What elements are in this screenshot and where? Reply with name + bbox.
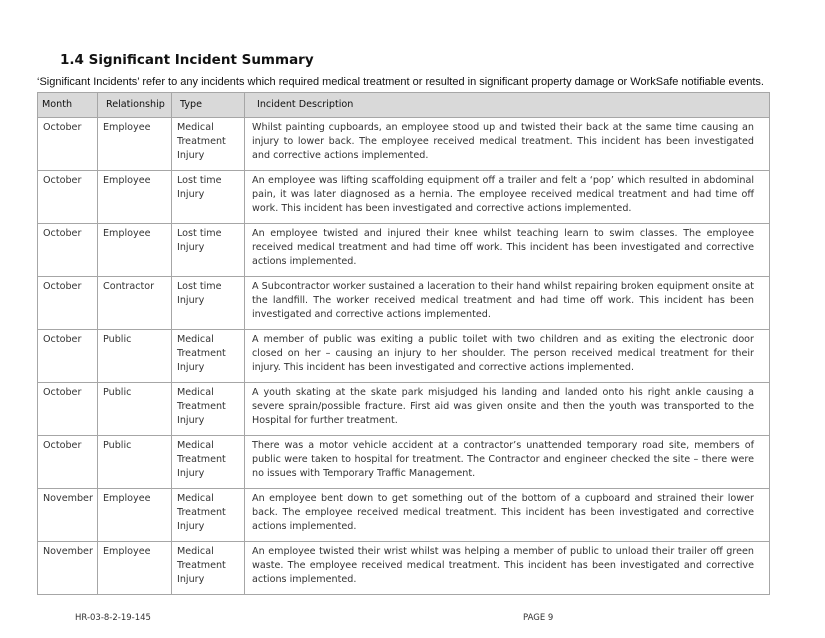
cell-month: October [38, 436, 98, 489]
header-month: Month [38, 93, 98, 118]
cell-type: Medical Treatment Injury [172, 489, 245, 542]
table-row [38, 330, 770, 383]
page-title: 1.4 Significant Incident Summary [60, 52, 314, 68]
cell-type: Medical Treatment Injury [172, 118, 245, 171]
cell-month: November [38, 542, 98, 595]
cell-month: October [38, 118, 98, 171]
cell-relationship: Public [98, 436, 172, 489]
cell-description: An employee twisted their wrist whilst was helping a member of public to unload their trailer off green waste. The employee received medical treatment. This incident has been investigated and corrective actions implemented. [245, 542, 770, 595]
table-header-row [38, 93, 770, 118]
cell-relationship: Employee [98, 542, 172, 595]
cell-month: October [38, 330, 98, 383]
cell-type: Lost time Injury [172, 277, 245, 330]
cell-type: Lost time Injury [172, 171, 245, 224]
cell-relationship: Public [98, 383, 172, 436]
cell-relationship: Employee [98, 171, 172, 224]
cell-type: Lost time Injury [172, 224, 245, 277]
header-description: Incident Description [245, 93, 770, 118]
cell-type: Medical Treatment Injury [172, 436, 245, 489]
table-row [38, 277, 770, 330]
cell-relationship: Employee [98, 489, 172, 542]
table-row [38, 171, 770, 224]
cell-relationship: Employee [98, 118, 172, 171]
cell-description: An employee bent down to get something out of the bottom of a cupboard and strained their lower back. The employee received medical treatment. This incident has been investigated and corrective actions implemented. [245, 489, 770, 542]
table-row [38, 542, 770, 595]
cell-relationship: Public [98, 330, 172, 383]
cell-month: October [38, 383, 98, 436]
table-row [38, 436, 770, 489]
cell-type: Medical Treatment Injury [172, 542, 245, 595]
cell-description: A member of public was exiting a public toilet with two children and as exiting the electronic door closed on her – causing an injury to her shoulder. The person received medical treatment for their injury. This incident has been investigated and corrective actions implemented. [245, 330, 770, 383]
incident-table [37, 92, 770, 595]
cell-description: An employee twisted and injured their knee whilst teaching learn to swim classes. The employee received medical treatment and had time off work. This incident has been investigated and corrective actions implemented. [245, 224, 770, 277]
header-relationship: Relationship [98, 93, 172, 118]
footer-doc-ref: HR-03-8-2-19-145 [75, 613, 151, 623]
table-row [38, 489, 770, 542]
cell-month: October [38, 224, 98, 277]
intro-text: ‘Significant Incidents’ refer to any incidents which required medical treatment or resulted in significant property damage or WorkSafe notifiable events. [37, 76, 764, 88]
cell-description: A Subcontractor worker sustained a laceration to their hand whilst repairing broken equipment onsite at the landfill. The worker received medical treatment and had time off work. This incident has been investigated and corrective actions implemented. [245, 277, 770, 330]
table-row [38, 118, 770, 171]
cell-relationship: Employee [98, 224, 172, 277]
cell-month: October [38, 171, 98, 224]
cell-month: October [38, 277, 98, 330]
header-type: Type [172, 93, 245, 118]
cell-description: There was a motor vehicle accident at a contractor’s unattended temporary road site, members of public were taken to hospital for treatment. The Contractor and engineer checked the site – there were no issues with Temporary Traffic Management. [245, 436, 770, 489]
cell-relationship: Contractor [98, 277, 172, 330]
cell-description: Whilst painting cupboards, an employee stood up and twisted their back at the same time causing an injury to lower back. The employee received medical treatment. This incident has been investigated and corrective actions implemented. [245, 118, 770, 171]
footer-page-number: PAGE 9 [523, 613, 554, 623]
cell-type: Medical Treatment Injury [172, 383, 245, 436]
cell-description: An employee was lifting scaffolding equipment off a trailer and felt a ‘pop’ which resulted in abdominal pain, it was later diagnosed as a hernia. The employee received medical treatment and had time off work. This incident has been investigated and corrective actions implemented. [245, 171, 770, 224]
cell-month: November [38, 489, 98, 542]
table-row [38, 383, 770, 436]
table-row [38, 224, 770, 277]
cell-type: Medical Treatment Injury [172, 330, 245, 383]
cell-description: A youth skating at the skate park misjudged his landing and landed onto his right ankle causing a severe sprain/possible fracture. First aid was given onsite and then the youth was transported to the Hospital for further treatment. [245, 383, 770, 436]
